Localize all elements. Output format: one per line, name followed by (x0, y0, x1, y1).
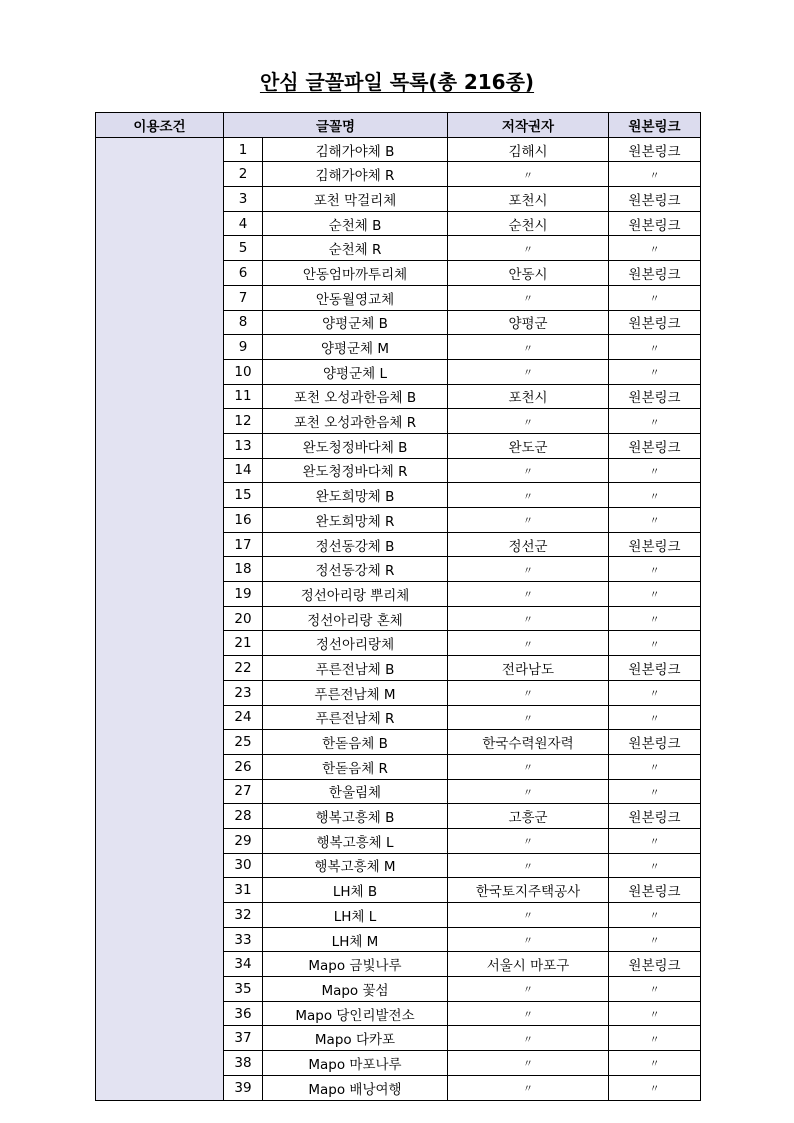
font-name-cell: 포천 오성과한음체 R (263, 409, 448, 434)
link-cell: 〃 (609, 1075, 701, 1100)
author-cell: 〃 (448, 631, 609, 656)
row-number: 22 (224, 656, 263, 681)
link-cell: 〃 (609, 631, 701, 656)
font-name-cell: 완도희망체 R (263, 508, 448, 533)
font-name-cell: 행복고흥체 M (263, 853, 448, 878)
row-number: 19 (224, 582, 263, 607)
link-cell[interactable]: 원본링크 (609, 433, 701, 458)
author-cell: 〃 (448, 335, 609, 360)
row-number: 28 (224, 804, 263, 829)
font-name-cell: LH체 L (263, 903, 448, 928)
row-number: 17 (224, 532, 263, 557)
font-name-cell: Mapo 마포나루 (263, 1051, 448, 1076)
author-cell: 〃 (448, 458, 609, 483)
author-cell: 〃 (448, 1051, 609, 1076)
link-cell[interactable]: 원본링크 (609, 952, 701, 977)
font-name-cell: 한돋음체 B (263, 730, 448, 755)
link-cell[interactable]: 원본링크 (609, 211, 701, 236)
author-cell: 〃 (448, 162, 609, 187)
font-name-cell: 양평군체 B (263, 310, 448, 335)
font-name-cell: Mapo 금빛나루 (263, 952, 448, 977)
link-cell: 〃 (609, 285, 701, 310)
row-number: 26 (224, 754, 263, 779)
row-number: 38 (224, 1051, 263, 1076)
author-cell: 한국수력원자력 (448, 730, 609, 755)
page-title (0, 68, 794, 96)
row-number: 35 (224, 977, 263, 1002)
author-cell: 〃 (448, 582, 609, 607)
font-name-cell: 포천 막걸리체 (263, 187, 448, 212)
row-number: 14 (224, 458, 263, 483)
row-number: 36 (224, 1001, 263, 1026)
link-cell: 〃 (609, 977, 701, 1002)
author-cell: 〃 (448, 1026, 609, 1051)
link-cell[interactable]: 원본링크 (609, 261, 701, 286)
row-number: 37 (224, 1026, 263, 1051)
header-condition: 이용조건 (96, 113, 224, 138)
author-cell: 〃 (448, 606, 609, 631)
font-name-cell: 푸른전남체 M (263, 680, 448, 705)
link-cell: 〃 (609, 1051, 701, 1076)
font-name-cell: LH체 B (263, 878, 448, 903)
link-cell: 〃 (609, 779, 701, 804)
author-cell: 순천시 (448, 211, 609, 236)
link-cell: 〃 (609, 828, 701, 853)
link-cell[interactable]: 원본링크 (609, 730, 701, 755)
font-name-cell: 정선동강체 B (263, 532, 448, 557)
row-number: 32 (224, 903, 263, 928)
link-cell[interactable]: 원본링크 (609, 384, 701, 409)
row-number: 25 (224, 730, 263, 755)
row-number: 13 (224, 433, 263, 458)
font-name-cell: 행복고흥체 L (263, 828, 448, 853)
font-name-cell: 완도희망체 B (263, 483, 448, 508)
row-number: 7 (224, 285, 263, 310)
font-name-cell: Mapo 당인리발전소 (263, 1001, 448, 1026)
header-link: 원본링크 (609, 113, 701, 138)
author-cell: 〃 (448, 1075, 609, 1100)
author-cell: 한국토지주택공사 (448, 878, 609, 903)
font-name-cell: 행복고흥체 B (263, 804, 448, 829)
link-cell: 〃 (609, 927, 701, 952)
row-number: 8 (224, 310, 263, 335)
font-name-cell: 정선아리랑 뿌리체 (263, 582, 448, 607)
link-cell[interactable]: 원본링크 (609, 804, 701, 829)
author-cell: 김해시 (448, 137, 609, 162)
link-cell: 〃 (609, 680, 701, 705)
link-cell: 〃 (609, 557, 701, 582)
author-cell: 〃 (448, 977, 609, 1002)
font-list-table (95, 112, 701, 1101)
link-cell: 〃 (609, 236, 701, 261)
font-name-cell: 정선아리랑 혼체 (263, 606, 448, 631)
font-name-cell: 푸른전남체 B (263, 656, 448, 681)
author-cell: 정선군 (448, 532, 609, 557)
row-number: 31 (224, 878, 263, 903)
table-row (96, 137, 701, 162)
row-number: 33 (224, 927, 263, 952)
font-name-cell: 순천체 B (263, 211, 448, 236)
link-cell[interactable]: 원본링크 (609, 532, 701, 557)
link-cell: 〃 (609, 1001, 701, 1026)
link-cell: 〃 (609, 903, 701, 928)
row-number: 23 (224, 680, 263, 705)
font-name-cell: 김해가야체 B (263, 137, 448, 162)
author-cell: 〃 (448, 557, 609, 582)
link-cell: 〃 (609, 754, 701, 779)
table-header-row (96, 113, 701, 138)
author-cell: 〃 (448, 1001, 609, 1026)
link-cell: 〃 (609, 409, 701, 434)
link-cell[interactable]: 원본링크 (609, 187, 701, 212)
row-number: 21 (224, 631, 263, 656)
row-number: 3 (224, 187, 263, 212)
link-cell: 〃 (609, 483, 701, 508)
row-number: 30 (224, 853, 263, 878)
link-cell: 〃 (609, 1026, 701, 1051)
row-number: 12 (224, 409, 263, 434)
link-cell: 〃 (609, 508, 701, 533)
link-cell[interactable]: 원본링크 (609, 137, 701, 162)
row-number: 4 (224, 211, 263, 236)
font-name-cell: 안동엄마까투리체 (263, 261, 448, 286)
page-title-text: 안심 글꼴파일 목록(총 216종) (259, 70, 535, 94)
header-author: 저작권자 (448, 113, 609, 138)
row-number: 18 (224, 557, 263, 582)
row-number: 16 (224, 508, 263, 533)
author-cell: 〃 (448, 927, 609, 952)
author-cell: 양평군 (448, 310, 609, 335)
link-cell: 〃 (609, 335, 701, 360)
link-cell: 〃 (609, 606, 701, 631)
link-cell: 〃 (609, 162, 701, 187)
author-cell: 〃 (448, 236, 609, 261)
author-cell: 〃 (448, 779, 609, 804)
font-name-cell: 완도청정바다체 B (263, 433, 448, 458)
author-cell: 〃 (448, 508, 609, 533)
font-name-cell: 한돋음체 R (263, 754, 448, 779)
author-cell: 〃 (448, 285, 609, 310)
row-number: 15 (224, 483, 263, 508)
font-name-cell: Mapo 배낭여행 (263, 1075, 448, 1100)
row-number: 24 (224, 705, 263, 730)
font-name-cell: 푸른전남체 R (263, 705, 448, 730)
author-cell: 〃 (448, 483, 609, 508)
link-cell: 〃 (609, 582, 701, 607)
row-number: 10 (224, 359, 263, 384)
row-number: 9 (224, 335, 263, 360)
author-cell: 〃 (448, 409, 609, 434)
author-cell: 〃 (448, 359, 609, 384)
author-cell: 〃 (448, 705, 609, 730)
font-name-cell: LH체 M (263, 927, 448, 952)
author-cell: 완도군 (448, 433, 609, 458)
author-cell: 서울시 마포구 (448, 952, 609, 977)
font-name-cell: Mapo 다카포 (263, 1026, 448, 1051)
link-cell[interactable]: 원본링크 (609, 310, 701, 335)
author-cell: 〃 (448, 680, 609, 705)
row-number: 34 (224, 952, 263, 977)
font-name-cell: 순천체 R (263, 236, 448, 261)
font-name-cell: 완도청정바다체 R (263, 458, 448, 483)
font-name-cell: 양평군체 L (263, 359, 448, 384)
row-number: 39 (224, 1075, 263, 1100)
link-cell: 〃 (609, 705, 701, 730)
author-cell: 〃 (448, 903, 609, 928)
link-cell: 〃 (609, 853, 701, 878)
font-name-cell: 한울림체 (263, 779, 448, 804)
author-cell: 고흥군 (448, 804, 609, 829)
row-number: 5 (224, 236, 263, 261)
font-name-cell: 양평군체 M (263, 335, 448, 360)
link-cell[interactable]: 원본링크 (609, 656, 701, 681)
row-number: 27 (224, 779, 263, 804)
header-font-name: 글꼴명 (224, 113, 448, 138)
author-cell: 포천시 (448, 384, 609, 409)
row-number: 20 (224, 606, 263, 631)
table-body (96, 137, 701, 1100)
font-name-cell: Mapo 꽃섬 (263, 977, 448, 1002)
link-cell: 〃 (609, 359, 701, 384)
link-cell[interactable]: 원본링크 (609, 878, 701, 903)
author-cell: 〃 (448, 754, 609, 779)
link-cell: 〃 (609, 458, 701, 483)
condition-cell (96, 137, 224, 1100)
author-cell: 안동시 (448, 261, 609, 286)
row-number: 6 (224, 261, 263, 286)
author-cell: 전라남도 (448, 656, 609, 681)
font-name-cell: 정선아리랑체 (263, 631, 448, 656)
author-cell: 〃 (448, 828, 609, 853)
font-name-cell: 김해가야체 R (263, 162, 448, 187)
font-name-cell: 안동월영교체 (263, 285, 448, 310)
font-name-cell: 포천 오성과한음체 B (263, 384, 448, 409)
author-cell: 〃 (448, 853, 609, 878)
row-number: 11 (224, 384, 263, 409)
font-name-cell: 정선동강체 R (263, 557, 448, 582)
author-cell: 포천시 (448, 187, 609, 212)
row-number: 2 (224, 162, 263, 187)
row-number: 29 (224, 828, 263, 853)
row-number: 1 (224, 137, 263, 162)
